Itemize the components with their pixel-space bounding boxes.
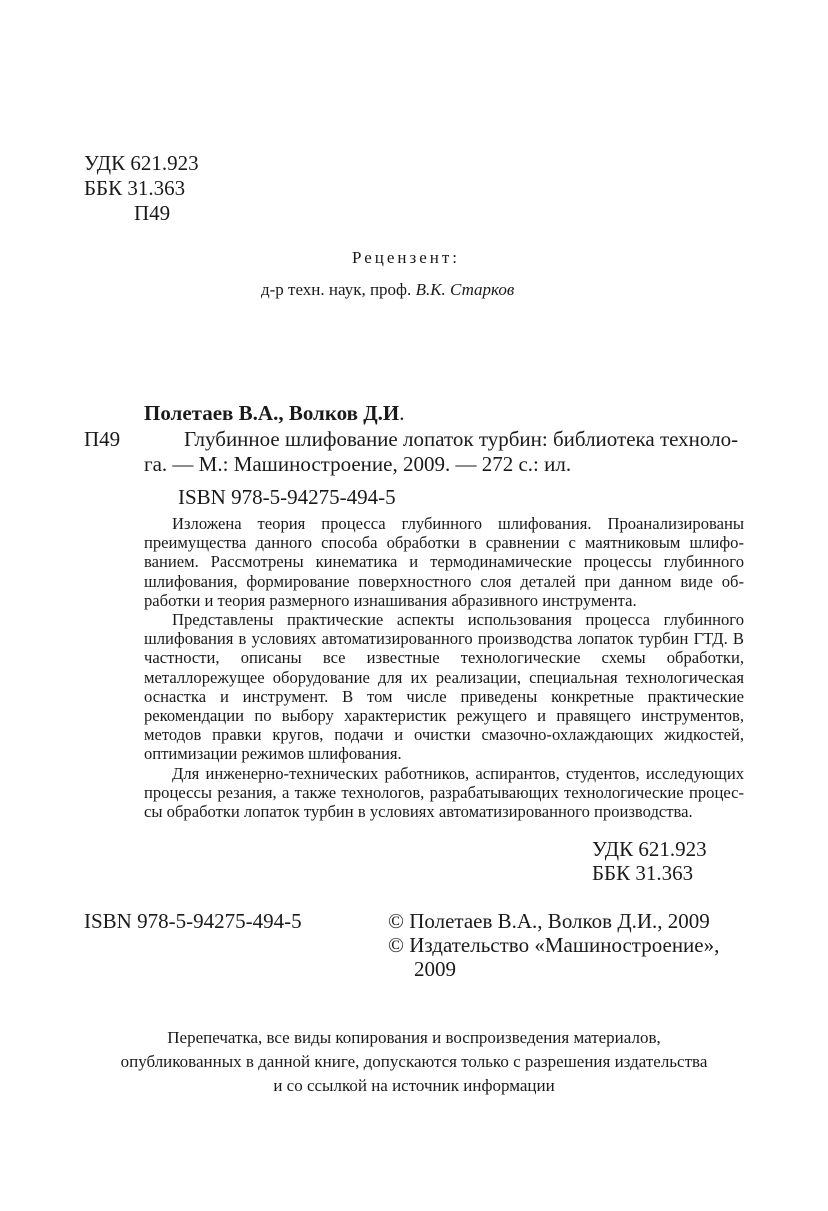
reviewer-heading: Рецензент: — [352, 248, 461, 267]
record-authors-names: Полетаев В.А., Волков Д.И — [144, 401, 400, 425]
abstract-paragraph-1: Изложена теория процесса глубинного шлифования. Проанализированы преимущества данного способа обработки в сравнении с маятниковым шлифованием. Рассмотрены кинематика и термодинамические процессы глубинного шлифования, формирование поверхностного слоя деталей при данном виде обработки и теория размерного изнашивания абразивного инструмента. — [144, 514, 744, 610]
right-udk-code: УДК 621.923 — [592, 837, 707, 861]
record-authors-end: . — [399, 401, 405, 425]
right-bbk-code: ББК 31.363 — [592, 861, 694, 885]
notice-line-2: опубликованных в данной книге, допускаются только с разрешения издательства — [120, 1052, 708, 1071]
notice-line-1: Перепечатка, все виды копирования и воспроизведения материалов, — [167, 1028, 661, 1047]
record-sign: П49 — [84, 427, 121, 451]
reviewer-name: В.К. Старков — [415, 280, 515, 299]
record-authors — [144, 400, 405, 426]
footer-isbn: ISBN 978-5-94275-494-5 — [84, 909, 302, 933]
copyright-publisher: © Издательство «Машиностроение», — [388, 933, 720, 957]
copyright-publisher-year: 2009 — [414, 957, 456, 981]
bbk-code: ББК 31.363 — [84, 176, 186, 200]
reviewer-line — [261, 280, 514, 300]
udk-code: УДК 621.923 — [84, 151, 199, 175]
reviewer-title: д-р техн. наук, проф. — [261, 280, 412, 299]
author-sign: П49 — [134, 201, 171, 225]
record-title-line1: Глубинное шлифование лопаток турбин: библиотека техноло- — [184, 427, 739, 451]
copyright-authors: © Полетаев В.А., Волков Д.И., 2009 — [388, 909, 710, 933]
abstract-paragraph-3: Для инженерно-технических работников, аспирантов, студентов, исследующих процессы резания, а также технологов, разрабатывающих технологические процессы обработки лопаток турбин в условиях автоматизированного производства. — [144, 764, 744, 822]
record-isbn: ISBN 978-5-94275-494-5 — [178, 485, 396, 509]
abstract-paragraph-2: Представлены практические аспекты использования процесса глубинного шлифования в условиях автоматизированного производства лопаток турбин ГТД. В частности, описаны все известные технологические схемы обработки, металлорежущее оборудование для их реализации, специальная технологическая оснастка и инструмент. В том числе приведены конкретные практические рекомендации по выбору характеристик режущего и правящего инструментов, методов правки кругов, подачи и очистки смазочно-охлаждающих жидкостей, оптимизации режимов шлифования. — [144, 610, 744, 764]
notice-line-3: и со ссылкой на источник информации — [273, 1076, 555, 1095]
record-title-line2: га. — М.: Машиностроение, 2009. — 272 с.: ил. — [144, 452, 572, 476]
